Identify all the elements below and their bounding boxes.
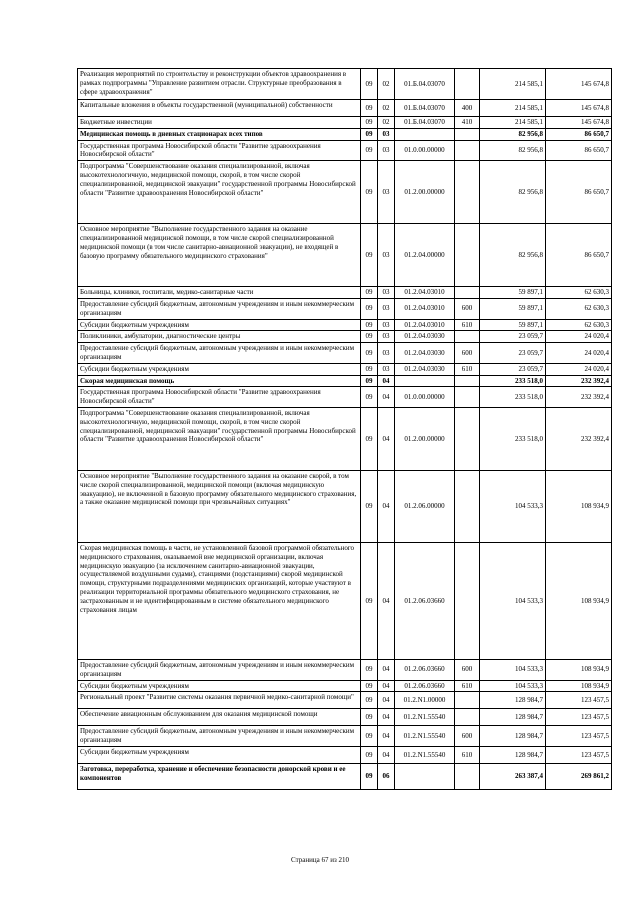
row-subsection-cell: 04 — [378, 680, 395, 692]
row-value-year1-cell: 59 897,1 — [480, 298, 546, 319]
row-value-year2-cell: 232 392,4 — [546, 407, 612, 470]
row-section-cell: 09 — [361, 117, 378, 129]
row-expense-type-cell: 610 — [455, 680, 480, 692]
row-value-year2-cell: 86 650,7 — [546, 224, 612, 287]
row-value-year1-cell: 23 059,7 — [480, 343, 546, 364]
table-row — [78, 343, 612, 364]
row-value-year2-cell: 269 861,2 — [546, 763, 612, 789]
row-subsection-cell: 03 — [378, 298, 395, 319]
row-value-year1-cell: 233 518,0 — [480, 407, 546, 470]
row-value-year2-cell: 108 934,9 — [546, 470, 612, 542]
row-expense-type-cell — [455, 128, 480, 140]
row-expense-type-cell: 600 — [455, 659, 480, 680]
row-target-article-cell — [395, 763, 455, 789]
table-row — [78, 387, 612, 408]
row-expense-type-cell — [455, 69, 480, 100]
row-name-cell: Предоставление субсидий бюджетным, автономным учреждениям и иным некоммерческим организациям — [78, 726, 361, 747]
row-value-year2-cell: 123 457,5 — [546, 746, 612, 763]
row-target-article-cell: 01.2.00.00000 — [395, 407, 455, 470]
row-value-year2-cell: 123 457,5 — [546, 709, 612, 726]
row-name-cell: Субсидии бюджетным учреждениям — [78, 680, 361, 692]
row-subsection-cell: 02 — [378, 100, 395, 117]
row-section-cell: 09 — [361, 407, 378, 470]
row-section-cell: 09 — [361, 331, 378, 343]
table-row — [78, 659, 612, 680]
row-name-cell: Скорая медицинская помощь в части, не установленной базовой программой обязательного медицинского страхования, оказываемой вне медицинской организации, включая медицинскую эвакуацию (за исключением санитарно-авиационной эвакуации, осуществляемой воздушными судами), станциями (подстанциями) скорой медицинской помощи, структурными подразделениями медицинских организаций, которые участвуют в реализации территориальной программы обязательного медицинского страхования, не застрахованным и не идентифицированным в системе обязательного медицинского страхования лицам — [78, 542, 361, 659]
row-value-year1-cell: 82 956,8 — [480, 140, 546, 161]
row-value-year1-cell: 214 585,1 — [480, 69, 546, 100]
row-name-cell: Реализация мероприятий по строительству и реконструкции объектов здравоохранения в рамках подпрограммы "Управление развитием отрасли. Структурные преобразования в сфере здравоохранения" — [78, 69, 361, 100]
row-expense-type-cell — [455, 542, 480, 659]
row-subsection-cell: 02 — [378, 69, 395, 100]
row-subsection-cell: 03 — [378, 224, 395, 287]
row-section-cell: 09 — [361, 387, 378, 408]
row-name-cell: Субсидии бюджетным учреждениям — [78, 319, 361, 331]
row-value-year1-cell: 128 984,7 — [480, 692, 546, 709]
row-section-cell: 09 — [361, 692, 378, 709]
row-subsection-cell: 06 — [378, 763, 395, 789]
row-value-year1-cell: 82 956,8 — [480, 224, 546, 287]
row-expense-type-cell — [455, 692, 480, 709]
row-value-year1-cell: 23 059,7 — [480, 363, 546, 375]
row-name-cell: Подпрограмма "Совершенствование оказания специализированной, включая высокотехнологичную, медицинской помощи, скорой, в том числе скорой специализированной, медицинской эвакуации" государственной программы Новосибирской области "Развитие здравоохранения Новосибирской области" — [78, 407, 361, 470]
row-name-cell: Субсидии бюджетным учреждениям — [78, 363, 361, 375]
row-section-cell: 09 — [361, 224, 378, 287]
row-subsection-cell: 03 — [378, 343, 395, 364]
table-row — [78, 363, 612, 375]
table-row — [78, 298, 612, 319]
row-target-article-cell: 01.2.06.03660 — [395, 659, 455, 680]
row-target-article-cell: 01.0.00.00000 — [395, 387, 455, 408]
table-row — [78, 375, 612, 387]
table-row — [78, 470, 612, 542]
row-section-cell: 09 — [361, 659, 378, 680]
table-row — [78, 746, 612, 763]
row-value-year2-cell: 62 630,3 — [546, 298, 612, 319]
row-value-year2-cell: 123 457,5 — [546, 692, 612, 709]
table-row — [78, 407, 612, 470]
row-section-cell: 09 — [361, 709, 378, 726]
row-section-cell: 09 — [361, 343, 378, 364]
row-subsection-cell: 04 — [378, 692, 395, 709]
row-expense-type-cell — [455, 331, 480, 343]
table-row — [78, 117, 612, 129]
row-section-cell: 09 — [361, 470, 378, 542]
row-value-year2-cell: 108 934,9 — [546, 659, 612, 680]
row-value-year1-cell: 82 956,8 — [480, 128, 546, 140]
table-row — [78, 692, 612, 709]
row-value-year1-cell: 59 897,1 — [480, 319, 546, 331]
row-target-article-cell: 01.2.00.00000 — [395, 161, 455, 224]
row-expense-type-cell — [455, 375, 480, 387]
row-subsection-cell: 03 — [378, 140, 395, 161]
row-subsection-cell: 03 — [378, 161, 395, 224]
row-value-year1-cell: 214 585,1 — [480, 117, 546, 129]
row-subsection-cell: 03 — [378, 287, 395, 299]
row-expense-type-cell: 610 — [455, 746, 480, 763]
row-expense-type-cell — [455, 224, 480, 287]
row-value-year1-cell: 233 518,0 — [480, 387, 546, 408]
row-name-cell: Предоставление субсидий бюджетным, автономным учреждениям и иным некоммерческим организациям — [78, 659, 361, 680]
row-value-year1-cell: 233 518,0 — [480, 375, 546, 387]
row-name-cell: Субсидии бюджетным учреждениям — [78, 746, 361, 763]
row-expense-type-cell: 610 — [455, 363, 480, 375]
row-value-year1-cell: 214 585,1 — [480, 100, 546, 117]
row-value-year2-cell: 86 650,7 — [546, 161, 612, 224]
table-row — [78, 287, 612, 299]
row-target-article-cell: 01.2.06.03660 — [395, 542, 455, 659]
table-row — [78, 128, 612, 140]
row-section-cell: 09 — [361, 319, 378, 331]
table-row — [78, 161, 612, 224]
row-target-article-cell: 01.0.00.00000 — [395, 140, 455, 161]
page-number: Страница 67 из 210 — [291, 856, 349, 864]
row-target-article-cell: 01.2.N1.00000 — [395, 692, 455, 709]
row-section-cell: 09 — [361, 287, 378, 299]
table-row — [78, 140, 612, 161]
row-subsection-cell: 04 — [378, 709, 395, 726]
row-value-year1-cell: 128 984,7 — [480, 746, 546, 763]
row-name-cell: Предоставление субсидий бюджетным, автономным учреждениям и иным некоммерческим организациям — [78, 343, 361, 364]
table-row — [78, 680, 612, 692]
table-row — [78, 69, 612, 100]
row-section-cell: 09 — [361, 100, 378, 117]
row-target-article-cell: 01.2.06.00000 — [395, 470, 455, 542]
row-target-article-cell: 01.2.04.03030 — [395, 331, 455, 343]
row-subsection-cell: 03 — [378, 363, 395, 375]
row-section-cell: 09 — [361, 680, 378, 692]
row-section-cell: 09 — [361, 363, 378, 375]
row-value-year2-cell: 62 630,3 — [546, 319, 612, 331]
row-value-year1-cell: 104 533,3 — [480, 542, 546, 659]
row-target-article-cell: 01.Б.04.03070 — [395, 117, 455, 129]
row-expense-type-cell — [455, 763, 480, 789]
table-row — [78, 331, 612, 343]
row-expense-type-cell — [455, 709, 480, 726]
row-value-year1-cell: 104 533,3 — [480, 659, 546, 680]
table-row — [78, 763, 612, 789]
row-name-cell: Обеспечение авиационным обслуживанием для оказания медицинской помощи — [78, 709, 361, 726]
row-section-cell: 09 — [361, 726, 378, 747]
row-value-year1-cell: 23 059,7 — [480, 331, 546, 343]
row-value-year1-cell: 263 387,4 — [480, 763, 546, 789]
row-expense-type-cell — [455, 161, 480, 224]
row-expense-type-cell — [455, 470, 480, 542]
row-subsection-cell: 03 — [378, 319, 395, 331]
row-subsection-cell: 04 — [378, 542, 395, 659]
row-name-cell: Больницы, клиники, госпитали, медико-санитарные части — [78, 287, 361, 299]
row-value-year2-cell: 24 020,4 — [546, 363, 612, 375]
table-body — [78, 69, 612, 790]
row-name-cell: Основное мероприятие "Выполнение государственного задания на оказание специализированной медицинской помощи, в том числе скорой специализированной медицинской помощи (в том числе санитарно-авиационной эвакуации), не входящей в базовую программу обязательного медицинского страхования" — [78, 224, 361, 287]
row-value-year1-cell: 104 533,3 — [480, 470, 546, 542]
row-subsection-cell: 04 — [378, 407, 395, 470]
row-section-cell: 09 — [361, 298, 378, 319]
row-subsection-cell: 04 — [378, 659, 395, 680]
row-value-year2-cell: 24 020,4 — [546, 331, 612, 343]
row-name-cell: Основное мероприятие "Выполнение государственного задания на оказание скорой, в том числе скорой специализированной, медицинской помощи (включая медицинскую эвакуацию), не включенной в базовую программу обязательного медицинского страхования, а также оказание медицинской помощи при чрезвычайных ситуациях" — [78, 470, 361, 542]
row-target-article-cell: 01.2.04.03030 — [395, 343, 455, 364]
row-target-article-cell: 01.2.04.03010 — [395, 319, 455, 331]
budget-table-sheet — [77, 68, 611, 790]
row-name-cell: Капитальные вложения в объекты государственной (муниципальной) собственности — [78, 100, 361, 117]
table-row — [78, 709, 612, 726]
row-subsection-cell: 04 — [378, 375, 395, 387]
row-name-cell: Поликлиники, амбулатории, диагностические центры — [78, 331, 361, 343]
row-target-article-cell: 01.2.04.03030 — [395, 363, 455, 375]
row-target-article-cell: 01.2.06.03660 — [395, 680, 455, 692]
row-value-year2-cell: 232 392,4 — [546, 387, 612, 408]
row-section-cell: 09 — [361, 763, 378, 789]
row-name-cell: Медицинская помощь в дневных стационарах всех типов — [78, 128, 361, 140]
row-expense-type-cell — [455, 140, 480, 161]
row-target-article-cell: 01.2.04.00000 — [395, 224, 455, 287]
row-expense-type-cell: 600 — [455, 298, 480, 319]
row-section-cell: 09 — [361, 161, 378, 224]
row-expense-type-cell — [455, 407, 480, 470]
row-expense-type-cell: 600 — [455, 726, 480, 747]
row-value-year1-cell: 128 984,7 — [480, 726, 546, 747]
row-value-year2-cell: 108 934,9 — [546, 542, 612, 659]
row-value-year2-cell: 24 020,4 — [546, 343, 612, 364]
row-target-article-cell — [395, 375, 455, 387]
row-section-cell: 09 — [361, 746, 378, 763]
row-target-article-cell: 01.2.04.03010 — [395, 287, 455, 299]
row-target-article-cell: 01.2.N1.55540 — [395, 726, 455, 747]
row-section-cell: 09 — [361, 375, 378, 387]
row-name-cell: Бюджетные инвестиции — [78, 117, 361, 129]
row-subsection-cell: 04 — [378, 746, 395, 763]
row-value-year2-cell: 232 392,4 — [546, 375, 612, 387]
row-expense-type-cell — [455, 387, 480, 408]
row-value-year2-cell: 108 934,9 — [546, 680, 612, 692]
row-value-year2-cell: 145 674,8 — [546, 117, 612, 129]
row-expense-type-cell: 400 — [455, 100, 480, 117]
row-name-cell: Скорая медицинская помощь — [78, 375, 361, 387]
row-section-cell: 09 — [361, 128, 378, 140]
table-row — [78, 224, 612, 287]
row-section-cell: 09 — [361, 542, 378, 659]
row-subsection-cell: 04 — [378, 387, 395, 408]
row-section-cell: 09 — [361, 140, 378, 161]
row-value-year2-cell: 86 650,7 — [546, 140, 612, 161]
row-name-cell: Заготовка, переработка, хранение и обеспечение безопасности донорской крови и ее компонентов — [78, 763, 361, 789]
row-target-article-cell: 01.2.04.03010 — [395, 298, 455, 319]
table-row — [78, 542, 612, 659]
row-value-year1-cell: 104 533,3 — [480, 680, 546, 692]
table-row — [78, 319, 612, 331]
row-name-cell: Государственная программа Новосибирской области "Развитие здравоохранения Новосибирской области" — [78, 140, 361, 161]
row-name-cell: Государственная программа Новосибирской области "Развитие здравоохранения Новосибирской области" — [78, 387, 361, 408]
row-name-cell: Подпрограмма "Совершенствование оказания специализированной, включая высокотехнологичную, медицинской помощи, скорой, в том числе скорой специализированной, медицинской эвакуации" государственной программы Новосибирской области "Развитие здравоохранения Новосибирской области" — [78, 161, 361, 224]
row-target-article-cell — [395, 128, 455, 140]
budget-table — [77, 68, 612, 790]
row-target-article-cell: 01.2.N1.55540 — [395, 709, 455, 726]
row-value-year2-cell: 62 630,3 — [546, 287, 612, 299]
row-subsection-cell: 02 — [378, 117, 395, 129]
row-target-article-cell: 01.2.N1.55540 — [395, 746, 455, 763]
row-expense-type-cell: 610 — [455, 319, 480, 331]
row-subsection-cell: 03 — [378, 331, 395, 343]
row-subsection-cell: 04 — [378, 470, 395, 542]
table-row — [78, 726, 612, 747]
row-target-article-cell: 01.Б.04.03070 — [395, 69, 455, 100]
row-subsection-cell: 04 — [378, 726, 395, 747]
row-value-year1-cell: 128 984,7 — [480, 709, 546, 726]
row-value-year1-cell: 82 956,8 — [480, 161, 546, 224]
row-name-cell: Предоставление субсидий бюджетным, автономным учреждениям и иным некоммерческим организациям — [78, 298, 361, 319]
row-value-year2-cell: 145 674,8 — [546, 100, 612, 117]
row-value-year2-cell: 145 674,8 — [546, 69, 612, 100]
row-expense-type-cell: 600 — [455, 343, 480, 364]
row-value-year1-cell: 59 897,1 — [480, 287, 546, 299]
row-expense-type-cell: 410 — [455, 117, 480, 129]
row-value-year2-cell: 86 650,7 — [546, 128, 612, 140]
row-value-year2-cell: 123 457,5 — [546, 726, 612, 747]
row-name-cell: Региональный проект "Развитие системы оказания первичной медико-санитарной помощи" — [78, 692, 361, 709]
row-subsection-cell: 03 — [378, 128, 395, 140]
table-row — [78, 100, 612, 117]
row-target-article-cell: 01.Б.04.03070 — [395, 100, 455, 117]
row-section-cell: 09 — [361, 69, 378, 100]
row-expense-type-cell — [455, 287, 480, 299]
